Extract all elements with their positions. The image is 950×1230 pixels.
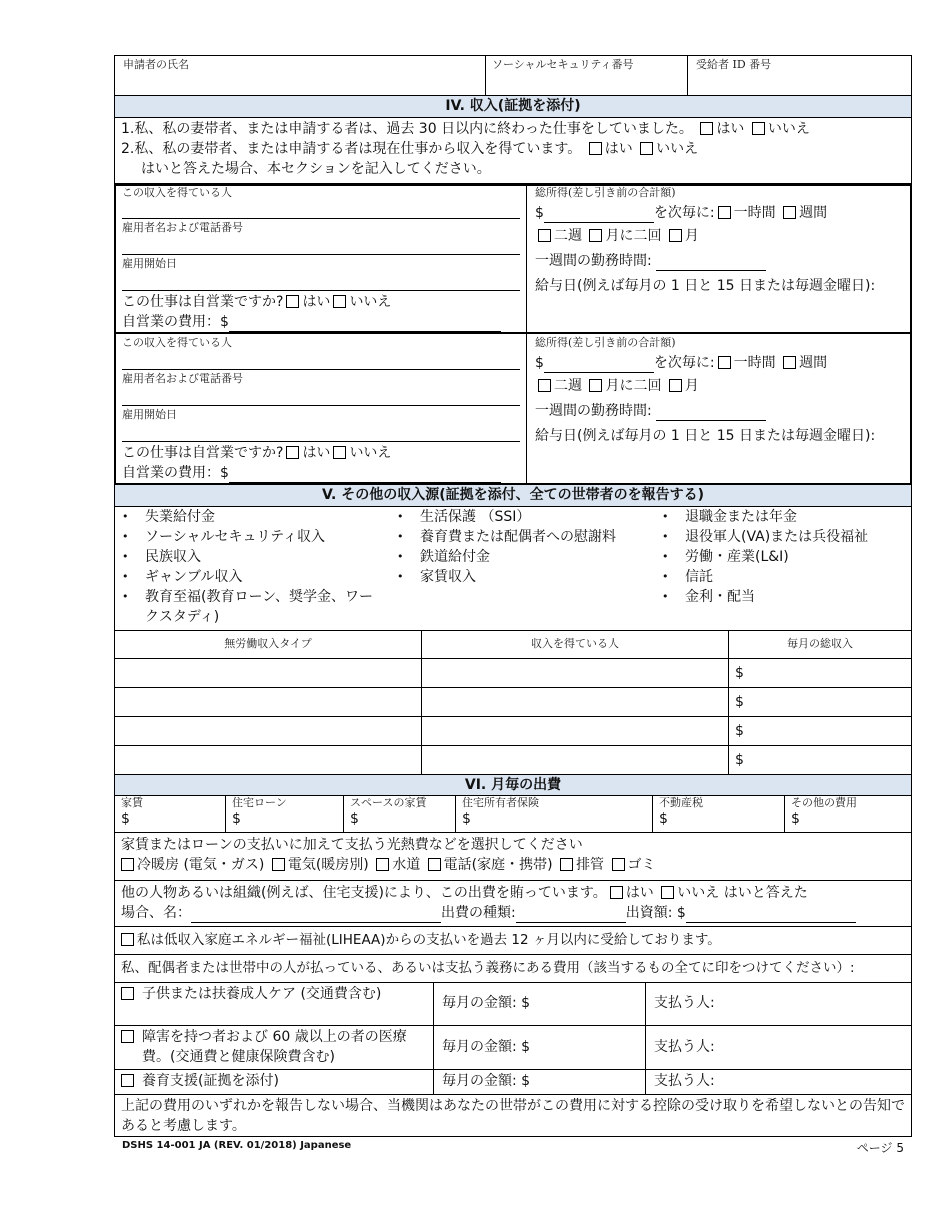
care-label-3: 養育支援(証拠を添付) (142, 1073, 279, 1089)
form-id: DSHS 14-001 JA (REV. 01/2018) Japanese (122, 1140, 352, 1151)
expense-rent-value: $ (121, 811, 130, 827)
self-employed-yes-checkbox-1[interactable] (286, 295, 299, 308)
care-monthly-3[interactable]: 毎月の金額: $ (434, 1070, 646, 1095)
expense-rent[interactable] (114, 796, 226, 833)
monthly-checkbox-1[interactable] (669, 229, 682, 242)
earner-label-2: この収入を得ている人 (122, 336, 232, 349)
monthly-checkbox-2[interactable] (669, 379, 682, 392)
utility-water-label: 水道 (392, 857, 421, 873)
payday-label-2: 給与日(例えば毎月の 1 日と 15 日または毎週金曜日): (535, 428, 876, 444)
semimonthly-checkbox-1[interactable] (589, 229, 602, 242)
obligation-text: 私、配偶者または世帯中の人が払っている、あるいは支払う義務にある費用（該当するもの全てに印をつけてください）: (114, 955, 912, 983)
other-income-item: • 民族収入 (115, 547, 390, 567)
expense-other-value: $ (791, 811, 800, 827)
hours-input-1[interactable] (656, 256, 766, 271)
shared-yes-label: はい (625, 885, 654, 901)
unearned-amount-cell[interactable]: $ (729, 746, 912, 775)
income-questions (114, 118, 912, 184)
hourly-checkbox-1[interactable] (718, 206, 731, 219)
self-expense-label-2: 自営業の費用：$ (122, 465, 229, 481)
utility-phone-checkbox[interactable] (428, 858, 441, 871)
employer-field-1[interactable] (122, 221, 520, 255)
care-checkbox-3[interactable] (121, 1074, 134, 1087)
recipient-id-label: 受給者 ID 番号 (696, 58, 772, 71)
income-block-1-right (527, 186, 910, 332)
other-income-item: • 鉄道給付金 (390, 547, 655, 567)
gross-dollar-1: $ (535, 205, 544, 221)
liheaa-checkbox[interactable] (121, 933, 134, 946)
table-row (114, 717, 912, 746)
utility-electric-checkbox[interactable] (272, 858, 285, 871)
utility-electric-label: 電気(暖房別) (287, 857, 369, 873)
start-date-field-1[interactable] (122, 257, 520, 291)
earner-field-1[interactable] (122, 186, 520, 219)
income-q2 (121, 139, 905, 159)
expense-rent-label: 家賃 (121, 796, 143, 809)
care-label-1: 子供または扶養成人ケア (交通費含む) (142, 986, 382, 1002)
unearned-earner-header: 収入を得ている人 (422, 631, 729, 659)
unearned-amount-cell[interactable]: $ (729, 717, 912, 746)
applicant-name-label: 申請者の氏名 (123, 58, 189, 71)
income-q1 (121, 119, 905, 139)
utility-sewer-checkbox[interactable] (560, 858, 573, 871)
care-label-2: 障害を持つ者および 60 歳以上の者の医療費。(交通費と健康保険費含む) (142, 1029, 407, 1065)
care-payer-3[interactable]: 支払う人: (646, 1070, 912, 1095)
self-expense-input-2[interactable] (229, 468, 501, 483)
start-date-field-2[interactable] (122, 408, 520, 442)
gross-label-2: 総所得(差し引き前の合計額) (535, 336, 676, 349)
form-page (114, 55, 912, 1137)
income-block-1 (114, 184, 912, 334)
expense-property-tax[interactable] (653, 796, 785, 833)
income-block-1-left (116, 186, 527, 332)
payday-label-1: 給与日(例えば毎月の 1 日と 15 日または毎週金曜日): (535, 278, 876, 294)
care-row-1 (114, 983, 912, 1026)
other-income-item: • ギャンブル収入 (115, 567, 390, 587)
ssn-label: ソーシャルセキュリティ番号 (492, 58, 634, 71)
care-payer-1[interactable]: 支払う人: (646, 983, 912, 1026)
unearned-earner-cell[interactable] (422, 746, 729, 775)
income-q2-text: 2.私、私の妻帯者、または申請する者は現在仕事から収入を得ています。 (121, 141, 582, 157)
unearned-amount-cell[interactable]: $ (729, 688, 912, 717)
expense-home-insurance-value: $ (462, 811, 471, 827)
gross-amount-input-1[interactable] (544, 208, 654, 223)
self-expense-label-1: 自営業の費用：$ (122, 314, 229, 330)
self-employed-q-2 (122, 443, 520, 463)
notice-text: 上記の費用のいずれかを報告しない場合、当機関はあなたの世帯がこの費用に対する控除の受け取りを希望しないとの告知であると考慮します。 (114, 1095, 912, 1137)
other-income-item: • 金利・配当 (655, 587, 911, 607)
hours-row-2 (535, 401, 902, 421)
q1-no-label: いいえ (767, 121, 810, 137)
biweekly-checkbox-2[interactable] (538, 379, 551, 392)
weekly-label-2: 週間 (799, 355, 828, 371)
earner-label-1: この収入を得ている人 (122, 186, 232, 199)
recipient-id-field[interactable] (688, 55, 912, 96)
other-income-col3 (655, 507, 911, 630)
gross-dollar-2: $ (535, 355, 544, 371)
unearned-amount-cell[interactable]: $ (729, 659, 912, 688)
other-income-item: • 失業給付金 (115, 507, 390, 527)
self-employed-yes-label-2: はい (302, 445, 331, 461)
other-income-item: • 家賃収入 (390, 567, 655, 587)
shared-expense-section (114, 881, 912, 927)
shared-type-input[interactable] (516, 908, 626, 923)
shared-name-input[interactable] (191, 908, 441, 923)
q1-yes-checkbox[interactable] (700, 122, 713, 135)
shared-no-label: いいえ (677, 885, 720, 901)
expense-mortgage[interactable] (226, 796, 344, 833)
care-row-2 (114, 1026, 912, 1070)
self-employed-yes-label-1: はい (302, 294, 331, 310)
monthly-label-2: 月 (684, 378, 699, 394)
self-expense-input-1[interactable] (229, 317, 501, 332)
hours-input-2[interactable] (656, 406, 766, 421)
expense-home-insurance-label: 住宅所有者保険 (462, 796, 539, 809)
semimonthly-checkbox-2[interactable] (589, 379, 602, 392)
monthly-label-1: 月 (684, 228, 699, 244)
shared-expense-details (121, 903, 905, 923)
semimonthly-label-2: 月に二回 (605, 378, 662, 394)
page-footer (122, 1140, 904, 1155)
ssn-field[interactable] (486, 55, 688, 96)
q2-yes-checkbox[interactable] (589, 142, 602, 155)
expense-home-insurance[interactable] (456, 796, 653, 833)
income-block-2-left (116, 334, 527, 483)
table-row (114, 659, 912, 688)
expense-space-rent-label: スペースの家賃 (350, 796, 427, 809)
other-income-list (114, 507, 912, 631)
expense-mortgage-label: 住宅ローン (232, 796, 287, 809)
care-monthly-2[interactable]: 毎月の金額: $ (434, 1026, 646, 1070)
unearned-table-header (114, 631, 912, 659)
self-expense-2 (122, 463, 520, 483)
q2-yes-label: はい (604, 141, 633, 157)
earner-field-2[interactable] (122, 336, 520, 370)
biweekly-label-2: 二週 (554, 378, 582, 394)
shared-no-checkbox[interactable] (661, 886, 674, 899)
other-income-col2 (390, 507, 655, 630)
other-income-item: • 信託 (655, 567, 911, 587)
hourly-checkbox-2[interactable] (718, 356, 731, 369)
expense-property-tax-label: 不動産税 (659, 796, 703, 809)
shared-expense-question (121, 883, 905, 903)
hours-row-1 (535, 251, 902, 271)
utility-water-checkbox[interactable] (376, 858, 389, 871)
utility-phone-label: 電話(家庭・携帯) (443, 857, 553, 873)
self-employed-q-1 (122, 292, 520, 312)
weekly-checkbox-2[interactable] (783, 356, 796, 369)
biweekly-label-1: 二週 (554, 228, 582, 244)
unearned-type-cell[interactable] (114, 746, 422, 775)
shared-amount-label: 出資額: $ (625, 905, 686, 921)
self-employed-no-checkbox-2[interactable] (333, 446, 346, 459)
other-income-item: • ソーシャルセキュリティ収入 (115, 527, 390, 547)
expenses-title: VI. 月毎の出費 (114, 775, 912, 796)
gross-label-1: 総所得(差し引き前の合計額) (535, 186, 676, 199)
employer-label-1: 雇用者名および電話番号 (122, 221, 243, 234)
semimonthly-label-1: 月に二回 (605, 228, 662, 244)
start-date-label-2: 雇用開始日 (122, 408, 177, 421)
hours-label-1: 一週間の勤務時間: (535, 253, 652, 269)
unearned-amount-header: 毎月の総収入 (729, 631, 912, 659)
income-q1-text: 1.私、私の妻帯者、または申請する者は、過去 30 日以内に終わった仕事をしていました。 (121, 121, 693, 137)
shared-if-yes-text: はいと答えた (723, 885, 808, 901)
unearned-income-table (114, 631, 912, 775)
unearned-earner-cell[interactable] (422, 659, 729, 688)
self-employed-no-label-2: いいえ (349, 445, 392, 461)
unearned-type-header: 無労働収入タイプ (114, 631, 422, 659)
gross-amount-row-2 (535, 353, 902, 373)
expense-other[interactable] (785, 796, 912, 833)
applicant-name-field[interactable] (114, 55, 486, 96)
shared-amount-input[interactable] (686, 908, 856, 923)
applicant-header (114, 55, 912, 96)
care-checkbox-1[interactable] (121, 987, 134, 1000)
shared-yes-checkbox[interactable] (610, 886, 623, 899)
q2-no-checkbox[interactable] (640, 142, 653, 155)
gross-amount-row-1 (535, 203, 902, 223)
care-label-cell (114, 1070, 434, 1095)
unearned-earner-cell[interactable] (422, 717, 729, 746)
care-label-cell (114, 983, 434, 1026)
expense-space-rent[interactable] (344, 796, 456, 833)
q2-no-label: いいえ (656, 141, 699, 157)
employer-label-2: 雇用者名および電話番号 (122, 372, 243, 385)
utility-sewer-label: 排管 (576, 857, 605, 873)
unearned-earner-cell[interactable] (422, 688, 729, 717)
other-income-col1 (115, 507, 390, 630)
self-expense-1 (122, 312, 520, 332)
expense-space-rent-value: $ (350, 811, 359, 827)
utilities-options (121, 855, 905, 875)
income-section-title: IV. 収入(証拠を添付) (114, 96, 912, 118)
shared-expense-text: 他の人物あるいは組織(例えば、住宅支援)により、この出費を賄っています。 (121, 885, 607, 901)
hours-label-2: 一週間の勤務時間: (535, 403, 652, 419)
unearned-type-cell[interactable] (114, 659, 422, 688)
hourly-label-1: 一時間 (733, 205, 776, 221)
per-label-1: を次毎に: (653, 205, 715, 221)
other-income-title: V. その他の収入源(証拠を添付、全ての世帯者のを報告する) (114, 485, 912, 507)
biweekly-checkbox-1[interactable] (538, 229, 551, 242)
per-label-2: を次毎に: (653, 355, 715, 371)
utilities-question: 家賃またはローンの支払いに加えて支払う光熱費などを選択してください (121, 837, 583, 853)
shared-type-label: 出費の種類: (441, 905, 516, 921)
other-income-item: • 養育費または配偶者への慰謝料 (390, 527, 655, 547)
table-row (114, 746, 912, 775)
income-block-2-right (527, 334, 910, 483)
other-income-item: • 労働・産業(L&I) (655, 547, 911, 567)
expense-other-label: その他の費用 (791, 796, 857, 809)
frequency-row-1 (535, 226, 902, 246)
employer-field-2[interactable] (122, 372, 520, 406)
expense-columns (114, 796, 912, 833)
shared-name-label: 場合、名： (121, 905, 191, 921)
liheaa-row (114, 927, 912, 955)
care-monthly-1[interactable]: 毎月の金額: $ (434, 983, 646, 1026)
page-number: ページ 5 (856, 1141, 904, 1155)
q1-yes-label: はい (716, 121, 745, 137)
self-employed-no-label-1: いいえ (349, 294, 392, 310)
self-employed-text-1: この仕事は自営業ですか? (122, 294, 284, 310)
care-payer-2[interactable]: 支払う人: (646, 1026, 912, 1070)
utility-garbage-checkbox[interactable] (612, 858, 625, 871)
income-block-2 (114, 334, 912, 485)
income-instruction: はいと答えた場合、本セクションを記入してください。 (141, 161, 491, 177)
hourly-label-2: 一時間 (733, 355, 776, 371)
other-income-item: • 生活保護 （SSI） (390, 507, 655, 527)
expense-mortgage-value: $ (232, 811, 241, 827)
other-income-item: • 退役軍人(VA)または兵役福祉 (655, 527, 911, 547)
weekly-checkbox-1[interactable] (783, 206, 796, 219)
utility-heating-label: 冷暖房 (電気・ガス) (137, 857, 265, 873)
self-employed-yes-checkbox-2[interactable] (286, 446, 299, 459)
liheaa-text: 私は低収入家庭エネルギー福祉(LIHEAA)からの支払いを過去 12 ヶ月以内に受給しております。 (137, 932, 721, 948)
utilities-section (114, 833, 912, 881)
care-label-cell (114, 1026, 434, 1070)
frequency-row-2 (535, 376, 902, 396)
care-checkbox-2[interactable] (121, 1030, 134, 1043)
self-employed-text-2: この仕事は自営業ですか? (122, 445, 284, 461)
other-income-item: • 退職金または年金 (655, 507, 911, 527)
weekly-label-1: 週間 (799, 205, 828, 221)
unearned-type-cell[interactable] (114, 688, 422, 717)
q1-no-checkbox[interactable] (752, 122, 765, 135)
care-row-3 (114, 1070, 912, 1095)
start-date-label-1: 雇用開始日 (122, 257, 177, 270)
utility-heating-checkbox[interactable] (121, 858, 134, 871)
expense-property-tax-value: $ (659, 811, 668, 827)
other-income-item: • 教育至福(教育ローン、奨学金、ワークスタディ) (115, 587, 380, 627)
gross-amount-input-2[interactable] (544, 358, 654, 373)
utility-garbage-label: ゴミ (627, 857, 656, 873)
self-employed-no-checkbox-1[interactable] (333, 295, 346, 308)
table-row (114, 688, 912, 717)
unearned-type-cell[interactable] (114, 717, 422, 746)
